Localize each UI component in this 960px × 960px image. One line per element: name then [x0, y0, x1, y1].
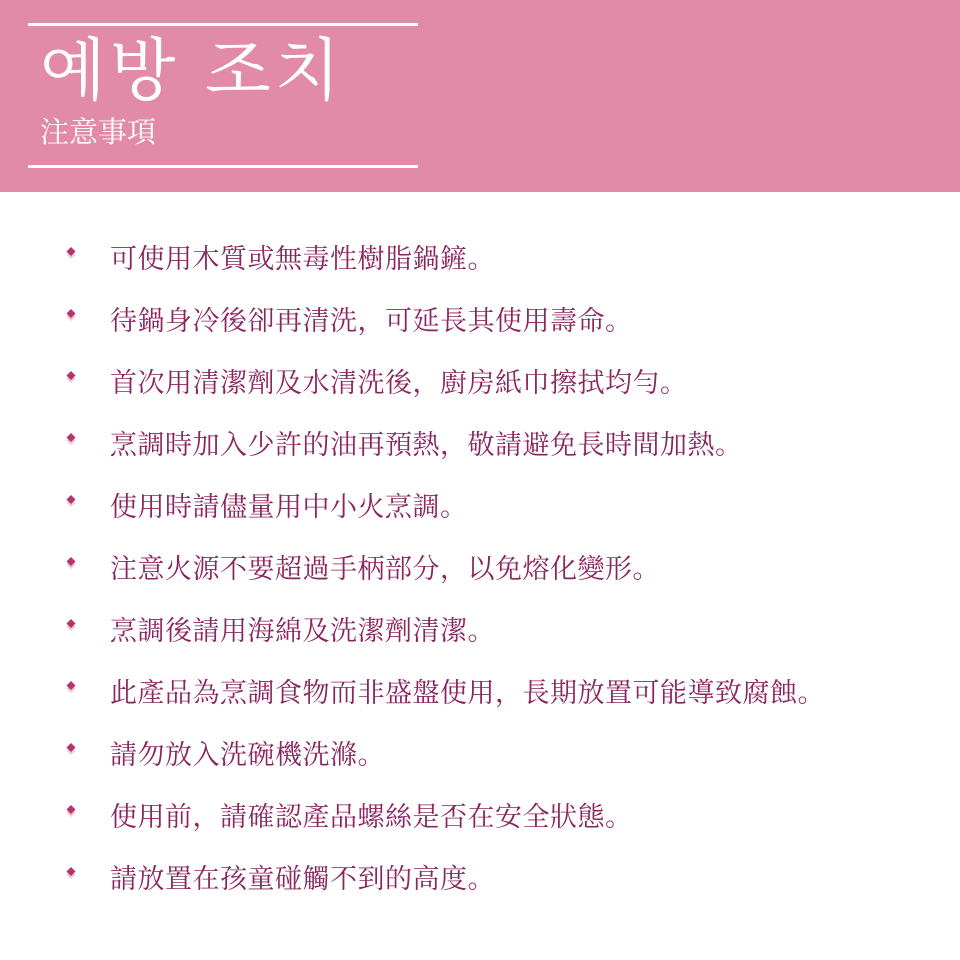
list-item-text: 請勿放入洗碗機洗滌。 — [110, 740, 385, 771]
list-item-text: 可使用木質或無毒性樹脂鍋鏟。 — [110, 244, 495, 275]
list-item-text: 烹調後請用海綿及洗潔劑清潔。 — [110, 616, 495, 647]
list-item-text: 使用前，請確認產品螺絲是否在安全狀態。 — [110, 802, 633, 833]
diamond-bullet-icon — [64, 432, 78, 446]
list-item-text: 烹調時加入少許的油再預熱，敬請避免長時間加熱。 — [110, 430, 743, 461]
diamond-bullet-icon — [64, 680, 78, 694]
list-item — [0, 600, 960, 662]
diamond-bullet-icon — [64, 556, 78, 570]
list-item-text: 使用時請儘量用中小火烹調。 — [110, 492, 468, 523]
list-item-text: 注意火源不要超過手柄部分，以免熔化變形。 — [110, 554, 660, 585]
header-banner — [0, 0, 960, 192]
list-item — [0, 724, 960, 786]
list-item — [0, 538, 960, 600]
header-bottom-rule — [28, 165, 418, 168]
list-item — [0, 352, 960, 414]
list-item-text: 請放置在孩童碰觸不到的高度。 — [110, 864, 495, 895]
diamond-bullet-icon — [64, 494, 78, 508]
list-item — [0, 290, 960, 352]
list-item-text: 首次用清潔劑及水清洗後，廚房紙巾擦拭均勻。 — [110, 368, 688, 399]
diamond-bullet-icon — [64, 866, 78, 880]
list-item — [0, 786, 960, 848]
list-item — [0, 228, 960, 290]
list-item — [0, 848, 960, 910]
page-subtitle: 注意事項 — [40, 115, 157, 149]
list-item-text: 此產品為烹調食物而非盛盤使用，長期放置可能導致腐蝕。 — [110, 678, 825, 709]
list-item — [0, 414, 960, 476]
diamond-bullet-icon — [64, 246, 78, 260]
list-item — [0, 476, 960, 538]
precautions-list — [0, 228, 960, 910]
header-top-rule — [28, 23, 418, 26]
diamond-bullet-icon — [64, 308, 78, 322]
page-title: 예방 조치 — [40, 32, 345, 111]
diamond-bullet-icon — [64, 618, 78, 632]
list-item-text: 待鍋身冷後卻再清洗，可延長其使用壽命。 — [110, 306, 633, 337]
diamond-bullet-icon — [64, 370, 78, 384]
diamond-bullet-icon — [64, 804, 78, 818]
diamond-bullet-icon — [64, 742, 78, 756]
list-item — [0, 662, 960, 724]
